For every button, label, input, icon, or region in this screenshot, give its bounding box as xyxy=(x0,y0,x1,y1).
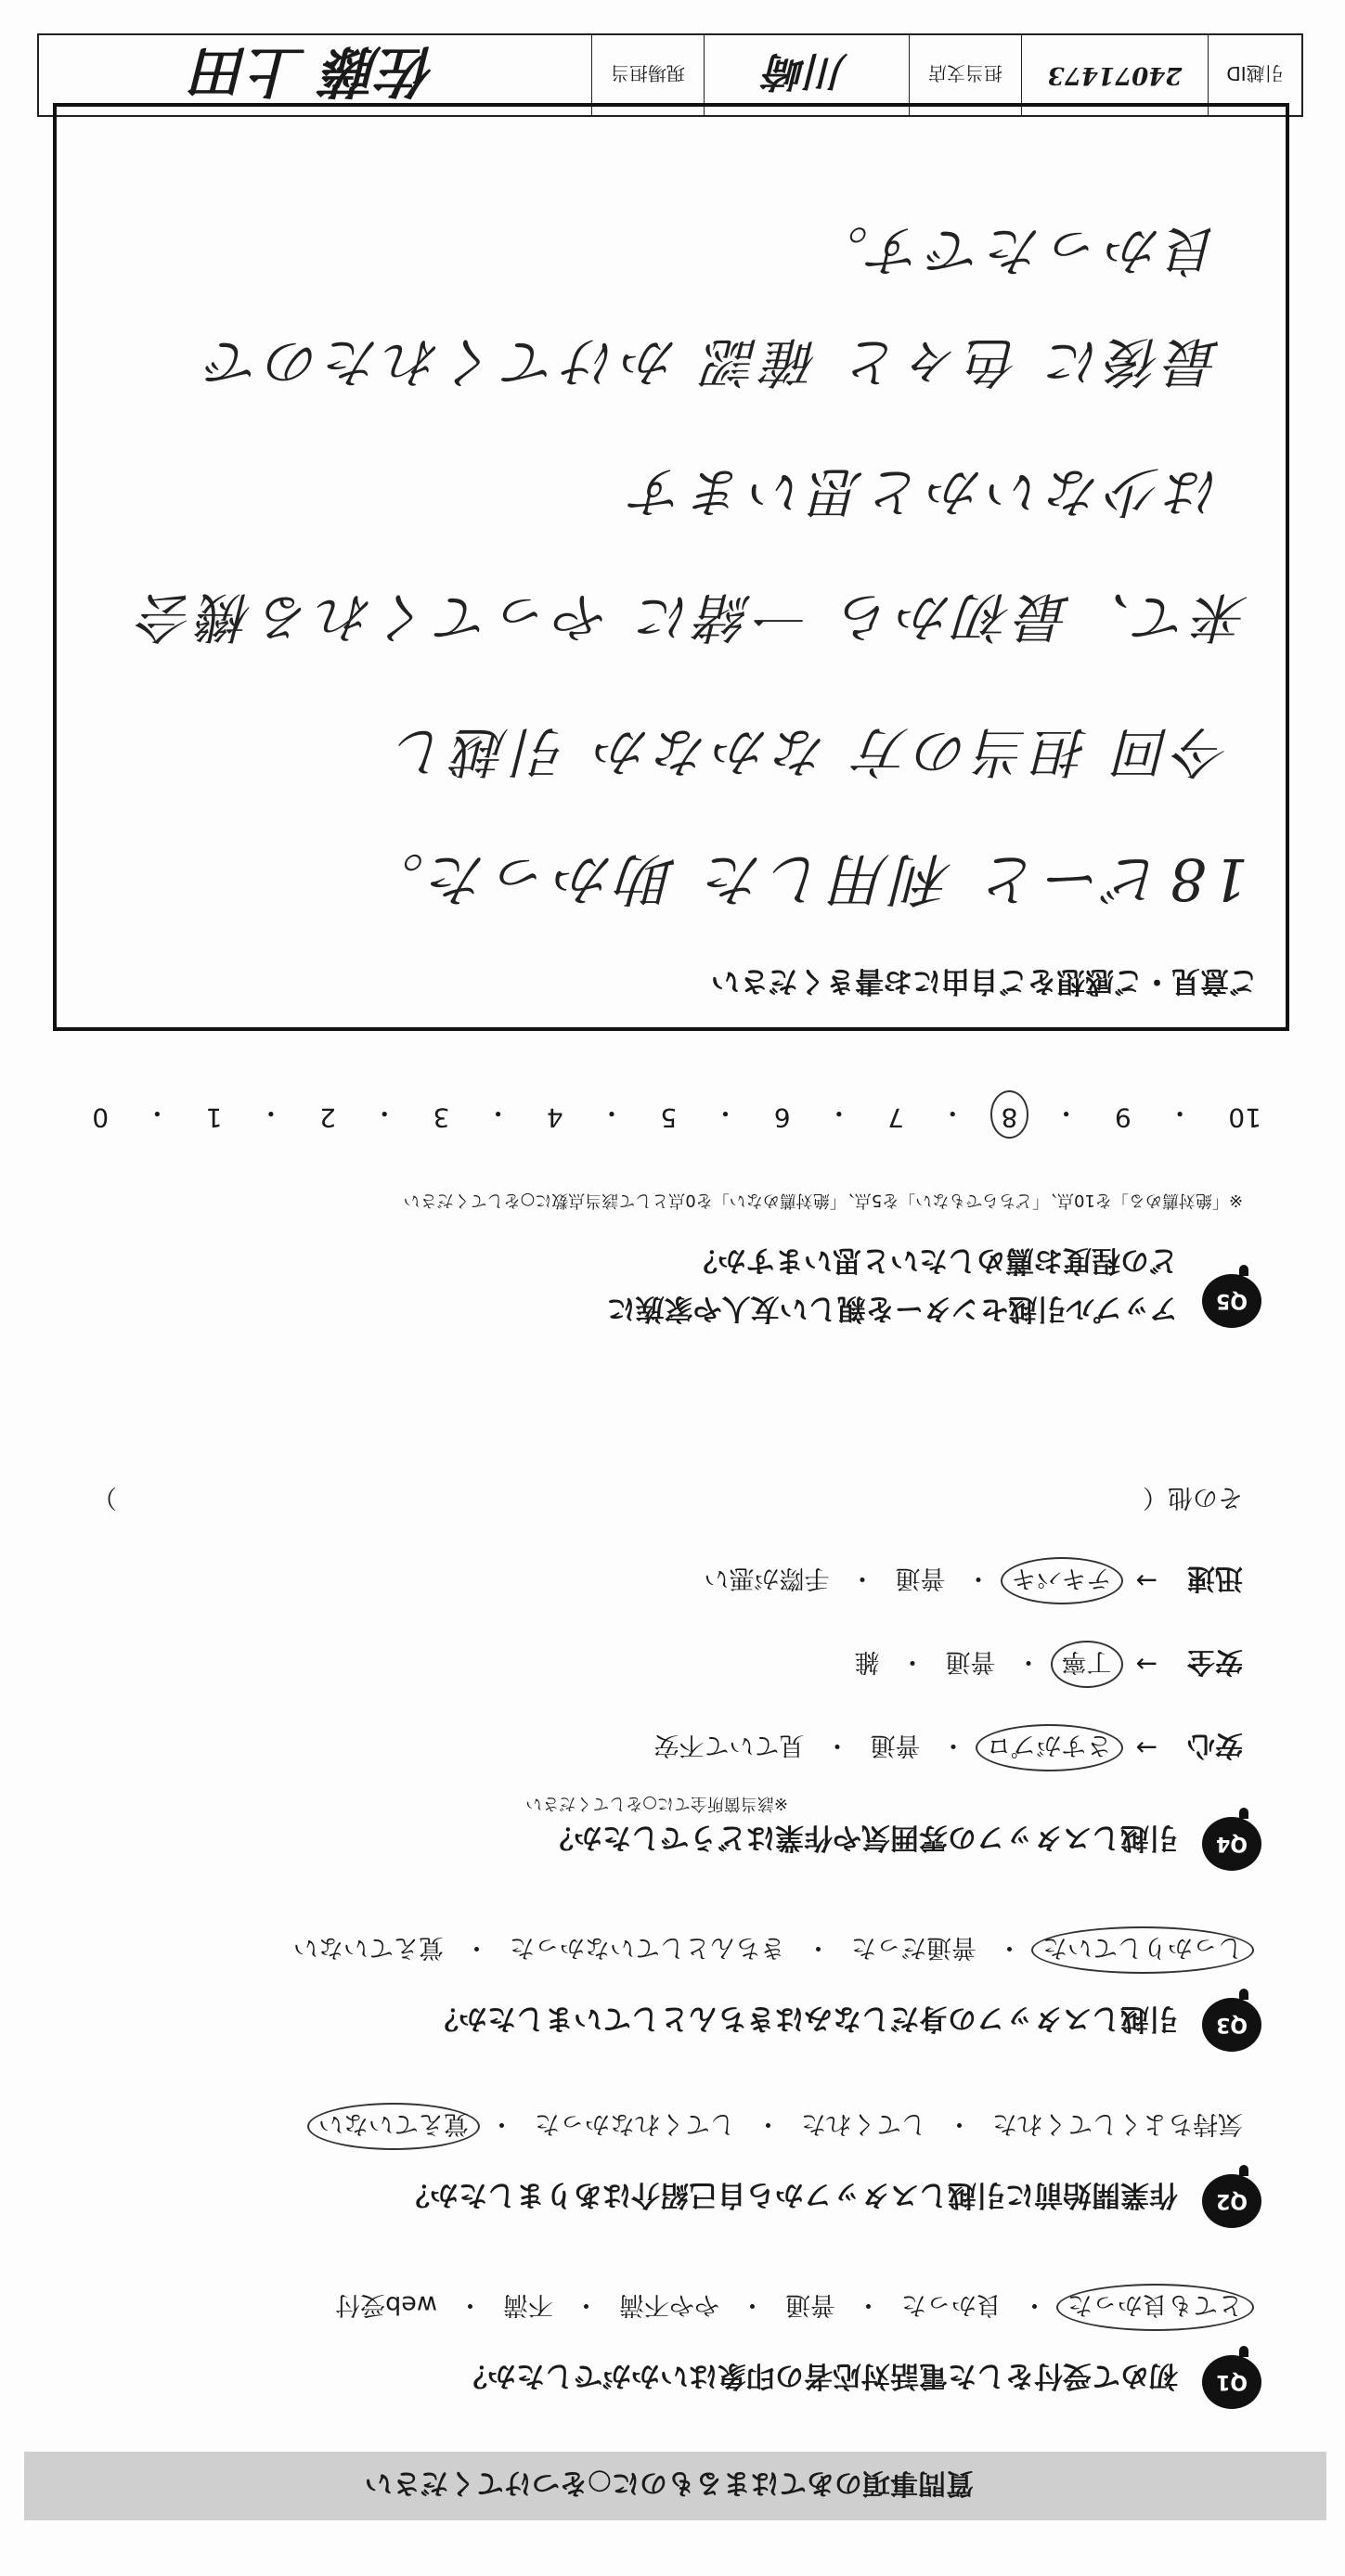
comment-line-2: 今回 担当の方 なかなか 引越し xyxy=(389,720,1230,783)
score-1[interactable]: 1 xyxy=(205,1102,223,1133)
score-10[interactable]: 10 xyxy=(1228,1102,1261,1133)
instruction-banner: 質問事項のあてはまるものに○をつけてください xyxy=(24,2452,1326,2520)
comment-line-6: 良かったです。 xyxy=(808,219,1221,282)
q1-option-1[interactable]: とても良かった xyxy=(1056,2284,1254,2331)
q1-option-5[interactable]: 不満 xyxy=(503,2290,553,2319)
q5-question-line2: どの程度お薦めしたいと思いますか？ xyxy=(689,1243,1178,1277)
q2-question: 作業開始前に引越しスタッフから自己紹介はありましたか？ xyxy=(401,2178,1178,2211)
q1-option-6[interactable]: web受付 xyxy=(335,2290,437,2319)
score-0[interactable]: 0 xyxy=(92,1102,110,1133)
arrow-icon: → xyxy=(1135,1565,1157,1597)
score-4[interactable]: 4 xyxy=(546,1102,563,1133)
q4-row3-option-3[interactable]: 手際が悪い xyxy=(704,1564,830,1593)
comment-line-4: は少ないかと思います xyxy=(626,460,1221,523)
arrow-icon: → xyxy=(1135,1732,1157,1764)
q3-option-4[interactable]: 覚えていない xyxy=(293,1933,444,1962)
staff-value: 佐藤 上田 xyxy=(194,38,436,103)
q4-row1-option-2[interactable]: 普通 xyxy=(870,1731,921,1760)
branch-label: 担当支店 xyxy=(909,35,1021,115)
q3-option-2[interactable]: 普通だった xyxy=(851,1933,976,1962)
comments-box[interactable] xyxy=(53,103,1289,1031)
q4-row-label: 迅速 xyxy=(1187,1562,1243,1594)
staff-label: 現場担当 xyxy=(591,35,704,115)
q2-options: 気持ちよくしてくれた ・ してくれた ・ してくれなかった ・ 覚えていない xyxy=(318,2108,1243,2145)
score-8[interactable]: 8 xyxy=(990,1090,1029,1139)
q3-options: しっかりしていた ・ 普通だった ・ きちんとしていなかった ・ 覚えていない xyxy=(293,1932,1243,1968)
q1-options: とても良かった ・ 良かった ・ 普通 ・ やや不満 ・ 不満 ・ web受付 xyxy=(335,2289,1243,2325)
q2-option-1[interactable]: 気持ちよくしてくれた xyxy=(992,2109,1243,2138)
q1-question: 初めて受付をした電話対応者の印象はいかがでしたか？ xyxy=(459,2359,1178,2392)
q4-row-anshin: 安心 → さすがプロ ・ 普通 ・ 見ていて不安 xyxy=(654,1728,1243,1769)
q4-row2-option-3[interactable]: 雑 xyxy=(854,1647,880,1677)
q5-question-line1: アップル引越センターを親しい友人や家族に xyxy=(606,1292,1178,1325)
q3-question: 引越しスタッフの身だしなみはきちんとしていましたか？ xyxy=(430,2002,1178,2035)
q3-option-1[interactable]: しっかりしていた xyxy=(1031,1926,1254,1974)
q5-note: ※「絶対薦める」を10点、「どちらでもない」を5点、「絶対薦めない」を0点として該当点数に○をしてください xyxy=(403,1191,1243,1210)
q4-row2-option-1[interactable]: 丁寧 xyxy=(1051,1642,1123,1689)
score-3[interactable]: 3 xyxy=(433,1102,450,1133)
q4-row1-option-3[interactable]: 見ていて不安 xyxy=(653,1731,805,1760)
q4-row-jinsoku: 迅速 → テキパキ ・ 普通 ・ 手際が悪い xyxy=(705,1561,1243,1602)
q1-badge: Q1 xyxy=(1202,2355,1261,2409)
q4-row2-option-2[interactable]: 普通 xyxy=(945,1647,996,1677)
q4-other-close: ） xyxy=(92,1483,117,1512)
q4-row-label: 安心 xyxy=(1187,1729,1243,1761)
score-2[interactable]: 2 xyxy=(319,1102,336,1133)
comment-line-3: 来て、最初から 一緒に やってくれる機会 xyxy=(135,586,1248,649)
q4-row3-option-2[interactable]: 普通 xyxy=(895,1564,946,1593)
comment-line-5: 最後に 色々と 確認 かけてくれたので xyxy=(201,330,1221,393)
score-7[interactable]: 7 xyxy=(887,1102,904,1133)
id-value: 24071473 xyxy=(1021,35,1208,115)
q4-row3-option-1[interactable]: テキパキ xyxy=(1001,1558,1123,1605)
score-5[interactable]: 5 xyxy=(660,1102,678,1133)
score-9[interactable]: 9 xyxy=(1114,1102,1132,1133)
q1-option-4[interactable]: やや不満 xyxy=(619,2290,719,2319)
q2-option-2[interactable]: してくれた xyxy=(801,2109,926,2138)
q4-badge: Q4 xyxy=(1202,1817,1261,1871)
comment-line-1: 18ビーと 利用した 助かった。 xyxy=(361,845,1248,913)
q4-row-anzen: 安全 → 丁寧 ・ 普通 ・ 雑 xyxy=(855,1644,1243,1685)
q2-option-4[interactable]: 覚えていない xyxy=(307,2103,480,2150)
q1-option-2[interactable]: 良かった xyxy=(901,2290,1002,2319)
score-6[interactable]: 6 xyxy=(773,1102,791,1133)
q2-badge: Q2 xyxy=(1202,2174,1261,2228)
id-label: 引越ID xyxy=(1208,35,1301,115)
q5-score-scale: 10 ・ 9 ・ 8 ・ 7 ・ 6 ・ 5 ・ 4 ・ 3 ・ 2 ・ 1 ・ 0 xyxy=(92,1096,1261,1133)
q4-question: 引越しスタッフの雰囲気や作業はどうでしたか？ xyxy=(545,1821,1178,1854)
q4-row-label: 安全 xyxy=(1187,1645,1243,1678)
q4-note: ※該当箇所全てに○をしてください xyxy=(525,1794,788,1813)
arrow-icon: → xyxy=(1135,1649,1157,1681)
q5-badge: Q5 xyxy=(1202,1274,1261,1328)
q4-other-label: その他（ xyxy=(1143,1483,1243,1512)
q2-option-3[interactable]: してくれなかった xyxy=(535,2109,735,2138)
q4-other xyxy=(92,1482,1243,1518)
q4-row1-option-1[interactable]: さすがプロ xyxy=(976,1725,1123,1772)
branch-value: 川崎 xyxy=(704,35,909,115)
q1-option-3[interactable]: 普通 xyxy=(785,2290,835,2319)
comments-heading: ご意見・ご感想をご自由にお書きください xyxy=(711,964,1258,998)
q3-option-3[interactable]: きちんとしていなかった xyxy=(510,1933,785,1962)
q3-badge: Q3 xyxy=(1202,1998,1261,2052)
